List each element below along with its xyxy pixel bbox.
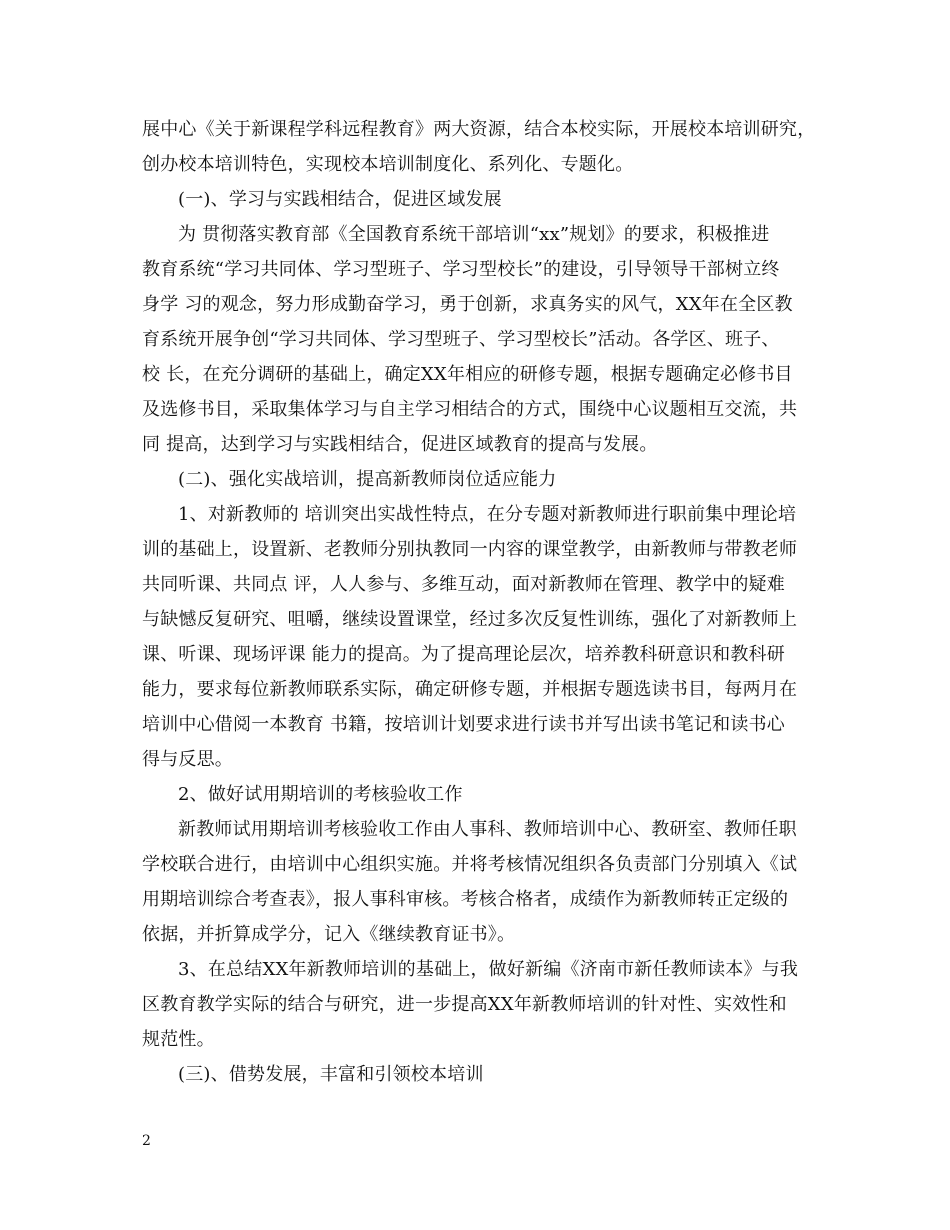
text-line: 得与反思。 (142, 749, 233, 770)
text-line: 区教育教学实际的结合与研究，进一步提高XX年新教师培训的针对性、实效性和 (142, 994, 787, 1015)
text-line: 用期培训综合考查表》，报人事科审核。考核合格者，成绩作为新教师转正定级的 (142, 889, 789, 910)
section-heading: (一)、学习与实践相结合，促进区域发展 (178, 189, 502, 210)
text-line: 及选修书目，采取集体学习与自主学习相结合的方式，围绕中心议题相互交流，共 (142, 399, 798, 420)
text-line: 3、在总结XX年新教师培训的基础上，做好新编《济南市新任教师读本》与我 (178, 959, 799, 980)
subsection-heading: 2、做好试用期培训的考核验收工作 (178, 784, 463, 805)
text-line: 依据，并折算成学分，记入《继续教育证书》。 (142, 924, 516, 945)
text-line: 训的基础上，设置新、老教师分别执教同一内容的课堂教学，由新教师与带教老师 (142, 539, 798, 560)
text-line: 展中心《关于新课程学科远程教育》两大资源，结合本校实际，开展校本培训研究， (142, 119, 816, 140)
text-line: 新教师试用期培训考核验收工作由人事科、教师培训中心、教研室、教师任职 (178, 819, 797, 840)
body-text (142, 112, 822, 1092)
text-line: 创办校本培训特色，实现校本培训制度化、系列化、专题化。 (142, 154, 634, 175)
text-line: 学校联合进行，由培训中心组织实施。并将考核情况组织各负责部门分别填入《试 (142, 854, 798, 875)
text-line: 同 提高，达到学习与实践相结合，促进区域教育的提高与发展。 (142, 434, 658, 455)
section-heading: (二)、强化实战培训，提高新教师岗位适应能力 (178, 469, 557, 490)
section-heading: (三)、借势发展，丰富和引领校本培训 (178, 1064, 484, 1085)
text-line: 校 长，在充分调研的基础上，确定XX年相应的研修专题，根据专题确定必修书目 (142, 364, 793, 385)
text-line: 教育系统“学习共同体、学习型班子、学习型校长”的建设，引导领导干部树立终 (142, 259, 780, 280)
text-line: 规范性。 (142, 1029, 215, 1050)
text-line: 为 贯彻落实教育部《全国教育系统干部培训“xx”规划》的要求，积极推进 (178, 224, 770, 245)
text-line: 培训中心借阅一本教育 书籍，按培训计划要求进行读书并写出读书笔记和读书心 (142, 714, 785, 735)
text-line: 身学 习的观念，努力形成勤奋学习，勇于创新，求真务实的风气，XX年在全区教 (142, 294, 793, 315)
text-line: 能力，要求每位新教师联系实际，确定研修专题，并根据专题选读书目，每两月在 (142, 679, 798, 700)
text-line: 课、听课、现场评课 能力的提高。为了提高理论层次，培养教科研意识和教科研 (142, 644, 785, 665)
text-line: 育系统开展争创“学习共同体、学习型班子、学习型校长”活动。各学区、班子、 (142, 329, 780, 350)
text-line: 与缺憾反复研究、咀嚼，继续设置课堂，经过多次反复性训练，强化了对新教师上 (142, 609, 798, 630)
text-line: 1、对新教师的 培训突出实战性特点，在分专题对新教师进行职前集中理论培 (178, 504, 797, 525)
text-line: 共同听课、共同点 评，人人参与、多维互动，面对新教师在管理、教学中的疑难 (142, 574, 785, 595)
page-number: 2 (142, 1133, 151, 1149)
